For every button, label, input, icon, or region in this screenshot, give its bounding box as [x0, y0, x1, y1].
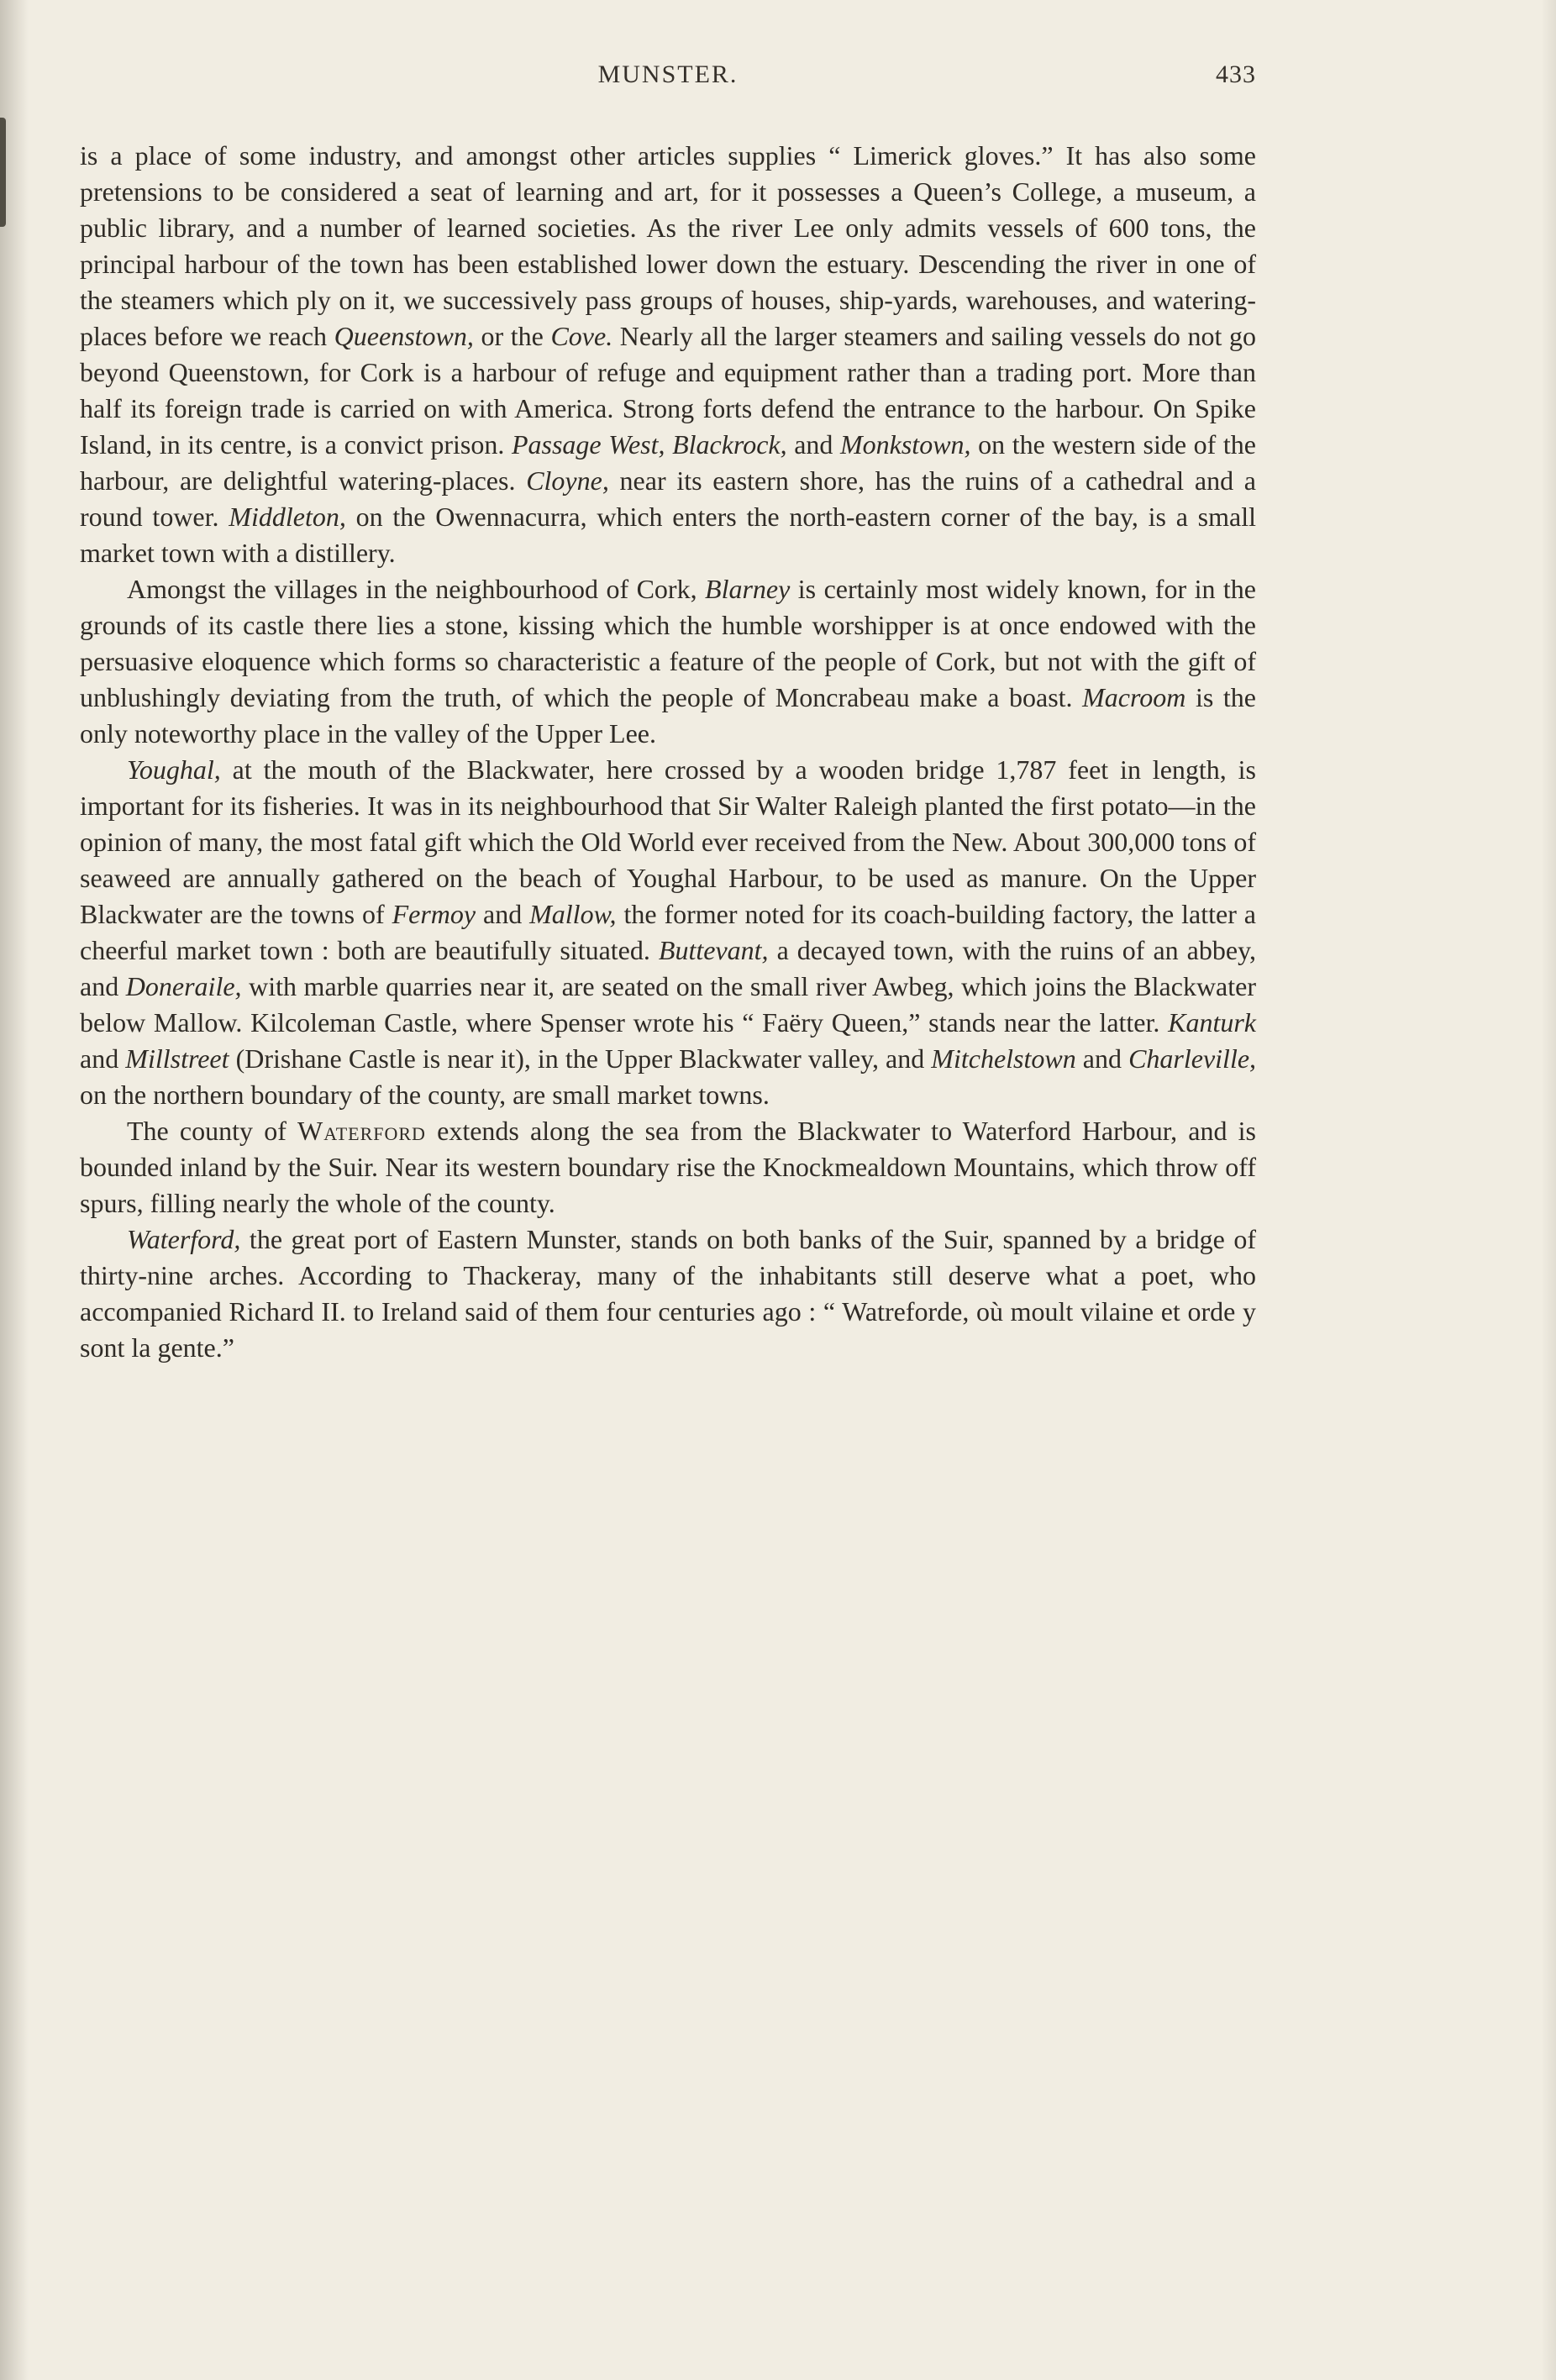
text-run: extends along the sea from the Blackwater to Waterford Harbour, and is bounded inland by the Suir. Near its western boundary rise the Knockmealdown Mountains, which throw off spurs, filling nearly the whole of the county. — [80, 1116, 1257, 1218]
text-run: is certainly most widely known, for in the grounds of its castle there lies a stone, kissing which the humble worshipper is at once endowed with the persuasive eloquence which forms so characteristic a feature of the people of Cork, but not with the gift of unblushingly deviating from the truth, of which the people of Moncrabeau make a boast. — [80, 574, 1257, 712]
text-run: Mitchelstown — [931, 1043, 1076, 1074]
text-run: on the Owennacurra, which enters the north-eastern corner of the bay, is a small market town with a distillery. — [80, 502, 1257, 568]
paragraphs-container — [80, 138, 1256, 1366]
text-run: Passage West, Blackrock, — [511, 429, 787, 460]
paragraph — [80, 571, 1256, 752]
text-run: Monkstown, — [839, 429, 971, 460]
running-header-title: MUNSTER. — [597, 60, 739, 88]
text-run: near its eastern shore, has the ruins of a cathedral and a round tower. — [80, 465, 1257, 532]
text-run: Queenstown, — [334, 321, 474, 351]
text-run: at the mouth of the Blackwater, here crossed by a wooden bridge 1,787 feet in length, is important for its fisheries. It was in its neighbourhood that Sir Walter Raleigh planted the first potato—in the opinion of many, the most fatal gift which the Old World ever received from the New. About 300,000 tons of seaweed are annually gathered on the beach of Youghal Harbour, to be used as manure. On the Upper Blackwater are the towns of — [80, 754, 1256, 929]
running-header — [80, 60, 1256, 94]
text-run: (Drishane Castle is near it), in the Upper Blackwater valley, and — [229, 1043, 932, 1074]
text-run: Waterford — [297, 1116, 426, 1146]
text-run: Fermoy — [392, 899, 476, 929]
text-run: Cloyne, — [526, 465, 609, 496]
text-block — [80, 0, 1256, 1366]
page-number: 433 — [1216, 60, 1256, 88]
text-run: Macroom — [1082, 682, 1186, 712]
text-run: Millstreet — [125, 1043, 229, 1074]
text-run: the former noted for its coach-building factory, the latter a cheerful market town : both are beautifully situated. — [80, 899, 1257, 965]
text-run: Nearly all the larger steamers and sailing vessels do not go beyond Queenstown, for Cork is a harbour of refuge and equipment rather than a trading port. More than half its foreign trade is carried on with America. Strong forts defend the entrance to the harbour. On Spike Island, in its centre, is a convict prison. — [80, 321, 1257, 460]
text-run: The county of — [127, 1116, 298, 1146]
paragraph — [80, 752, 1256, 1113]
text-run: and — [1075, 1043, 1129, 1074]
text-run: Middleton, — [229, 502, 346, 532]
text-run: and — [476, 899, 530, 929]
text-run: and — [80, 1043, 126, 1074]
text-run: Amongst the villages in the neighbourhood of Cork, — [127, 574, 706, 604]
text-run: Buttevant, — [658, 935, 769, 965]
paragraph — [80, 138, 1256, 571]
text-run: Cove. — [550, 321, 613, 351]
text-run: a decayed town, with the ruins of an abbey, and — [80, 935, 1256, 1001]
text-run: Doneraile, — [125, 971, 242, 1001]
paragraph — [80, 1113, 1256, 1222]
text-run: on the western side of the harbour, are delightful watering-places. — [80, 429, 1256, 496]
paragraph — [80, 1222, 1256, 1366]
text-run: is a place of some industry, and amongst other articles supplies “ Limerick gloves.” It has also some pretensions to be considered a seat of learning and art, for it possesses a Queen’s College, a museum, a public library, and a number of learned societies. As the river Lee only admits vessels of 600 tons, the principal harbour of the town has been established lower down the estuary. Descending the river in one of the steamers which ply on it, we successively pass groups of houses, ship-yards, warehouses, and watering-places before we reach — [80, 140, 1256, 351]
text-run: or the — [473, 321, 551, 351]
scan-edge-artifact — [0, 118, 6, 227]
text-run: Blarney — [705, 574, 791, 604]
text-run: with marble quarries near it, are seated on the small river Awbeg, which joins the Blackwater below Mallow. Kilcoleman Castle, where Spenser wrote his “ Faëry Queen,” stands near the latter. — [80, 971, 1257, 1038]
text-run: the great port of Eastern Munster, stands on both banks of the Suir, spanned by a bridge of thirty-nine arches. According to Thackeray, many of the inhabitants still deserve what a poet, who accompanied Richard II. to Ireland said of them four centuries ago : “ Watreforde, où moult vilaine et orde y sont la gente.” — [80, 1224, 1256, 1363]
text-run: is the only noteworthy place in the valley of the Upper Lee. — [80, 682, 1257, 749]
text-run: Charleville, — [1128, 1043, 1257, 1074]
text-run: Youghal, — [127, 754, 221, 785]
text-run: Kanturk — [1168, 1007, 1256, 1038]
text-run: on the northern boundary of the county, are small market towns. — [80, 1080, 770, 1110]
text-run: and — [786, 429, 840, 460]
text-run: Waterford, — [127, 1224, 241, 1254]
text-run: Mallow, — [529, 899, 617, 929]
